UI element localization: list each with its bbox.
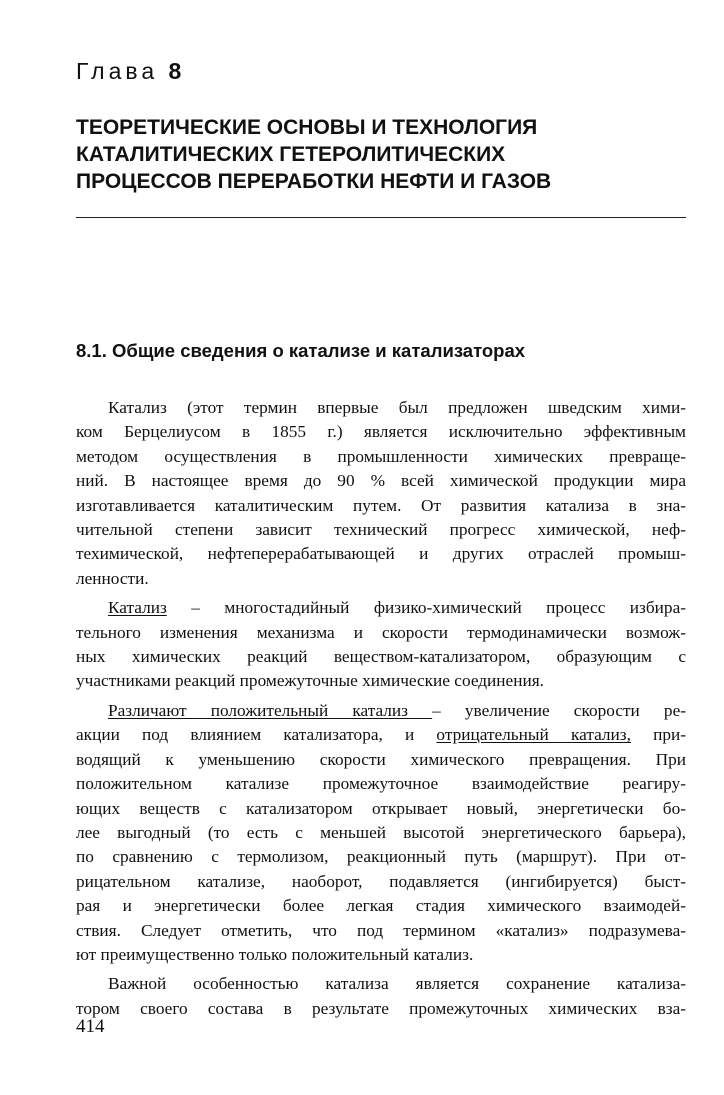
text-line: ют преимущественно только положительный катализ. <box>76 944 474 964</box>
text-line <box>76 596 686 620</box>
body-text <box>76 396 686 1021</box>
text-line: тельного изменения механизма и скорости термодинамически возмож- <box>76 622 686 642</box>
text-line: рая и энергетически более легкая стадия химического взаимодей- <box>76 896 686 916</box>
term-catalysis: Катализ <box>108 598 167 618</box>
text-line: водящий к уменьшению скорости химического превращения. При <box>76 749 686 769</box>
chapter-label <box>76 58 185 85</box>
text-line: тором своего состава в результате промежуточных химических вза- <box>76 998 686 1018</box>
text-line: положительном катализе промежуточное взаимодействие реагиру- <box>76 774 686 794</box>
text-line: по сравнению с термолизом, реакционный путь (маршрут). При от- <box>76 847 686 867</box>
chapter-number: 8 <box>168 58 186 84</box>
chapter-title-line: ТЕОРЕТИЧЕСКИЕ ОСНОВЫ И ТЕХНОЛОГИЯ <box>76 116 538 139</box>
text-line: Важной особенностью катализа является сохранение катализа- <box>108 974 686 994</box>
text-fragment: при- <box>630 725 686 745</box>
text-line <box>76 723 686 747</box>
text-line: чительной степени зависит технический прогресс химической, неф- <box>76 520 686 540</box>
term-positive-catalysis: Различают положительный катализ <box>108 700 433 720</box>
text-line: ленности. <box>76 568 149 588</box>
text-line: изготавливается каталитическим путем. От развития катализа в зна- <box>76 495 686 515</box>
text-fragment: – многостадийный физико-химический процесс избира- <box>166 598 686 618</box>
chapter-title <box>76 114 696 195</box>
text-fragment: – увеличение скорости ре- <box>432 700 686 720</box>
text-line: участниками реакций промежуточные химические соединения. <box>76 671 544 691</box>
text-line: ющих веществ с катализатором открывает новый, энергетически бо- <box>76 798 686 818</box>
text-line: ствия. Следует отметить, что под термином «катализ» подразумева- <box>76 920 686 940</box>
text-line: рицательном катализе, наоборот, подавляется (ингибируется) быст- <box>76 871 686 891</box>
text-line: техимической, нефтеперерабатывающей и других отраслей промыш- <box>76 544 686 564</box>
chapter-word: Глава <box>76 58 159 84</box>
text-line: Катализ (этот термин впервые был предложен шведским хими- <box>108 398 686 417</box>
chapter-title-line: КАТАЛИТИЧЕСКИХ ГЕТЕРОЛИТИЧЕСКИХ <box>76 143 506 166</box>
text-fragment: акции под влиянием катализатора, и <box>76 725 437 745</box>
text-line: методом осуществления в промышленности химических превраще- <box>76 446 686 466</box>
text-line: ных химических реакций веществом-катализатором, образующим с <box>76 647 686 667</box>
text-line: лее выгодный (то есть с меньшей высотой энергетического барьера), <box>76 822 686 842</box>
text-line: ний. В настоящее время до 90 % всей химической продукции мира <box>76 471 686 491</box>
text-line <box>76 699 686 723</box>
chapter-title-line: ПРОЦЕССОВ ПЕРЕРАБОТКИ НЕФТИ И ГАЗОВ <box>76 170 552 193</box>
page-number: 414 <box>76 1016 105 1037</box>
section-heading: 8.1. Общие сведения о катализе и катализаторах <box>76 340 526 361</box>
title-divider <box>76 217 686 218</box>
text-line: ком Берцелиусом в 1855 г.) является исключительно эффективным <box>76 422 686 442</box>
term-negative-catalysis: отрицательный катализ, <box>436 725 631 745</box>
